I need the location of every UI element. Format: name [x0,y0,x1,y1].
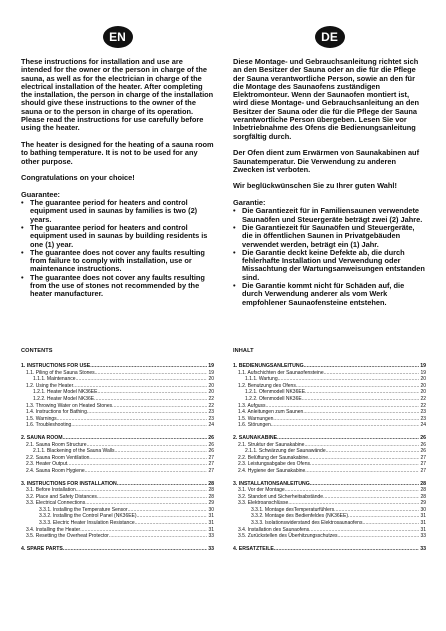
guarantee-list-en [21,199,214,299]
toc-entry-title: 1.2.2. Ofenmodell NK36E [245,395,302,402]
toc-leader-dots [90,363,207,370]
toc-entry-title: 3.3. Electrical Connections [26,500,86,507]
toc-entry-title: 2. SAUNA ROOM [21,434,63,441]
toc-entry-page: 33 [420,545,426,552]
toc-entry-page: 28 [420,493,426,500]
toc-entry[interactable] [233,442,426,449]
toc-entry-title: 3.3.2. Montage des Bedienfeldes (NK36EE) [251,513,349,520]
toc-entry[interactable] [21,455,214,462]
english-column [21,26,214,299]
toc-entry-page: 26 [208,448,214,455]
intro-paragraph-de: Diese Montage- und Gebrauchsanleitung richtet sich an den Besitzer der Sauna oder an die für die Pflege der Sauna verantwortliche Person, sowie an den für die Montage des Saunaofens zuständigen Elektromonteur. Wenn der Saunaofen montiert ist, wird diese Montage- und Gebrauchsanleitung an den Besitzer der Sauna oder die für die Pflege der Sauna verantwortliche Person übergeben. Lesen Sie vor Inbetriebnahme des Ofens die Bedienungsanleitung sorgfältig durch. [233,57,420,141]
toc-entry-page: 27 [420,461,426,468]
guarantee-item: • Die Garantie kommt nicht für Schäden auf, die durch Verwendung anderer als vom Werk empfohlener Saunaofensteine entstehen. [233,282,426,307]
toc-entry[interactable] [233,363,426,370]
toc-entry-page: 20 [208,376,214,383]
toc-entry[interactable] [233,448,426,455]
toc-entry[interactable] [233,416,426,423]
contents-en [21,348,214,552]
toc-entry[interactable] [233,396,426,403]
toc-entry[interactable] [21,363,214,370]
language-badge-en: EN [103,26,133,48]
toc-entry[interactable] [21,533,214,540]
toc-entry-page: 27 [208,467,214,474]
toc-leader-dots [115,448,208,455]
toc-entry-title: 1.2.1. Heater Model NK36EE [33,389,98,396]
toc-entry[interactable] [233,461,426,468]
contents-heading-de: INHALT [233,348,254,354]
congratulations-en: Congratulations on your choice! [21,173,135,183]
toc-entry[interactable] [21,383,214,390]
toc-entry-page: 33 [208,533,214,540]
toc-entry-title: 1.4. Anleitungen zum Saunen [238,409,304,416]
toc-entry[interactable] [21,370,214,377]
toc-entry[interactable] [233,494,426,501]
toc-entry-page: 26 [420,441,426,448]
toc-entry-title: 2.4. Hygiene der Saunakabine [238,467,306,474]
toc-leader-dots [296,383,420,390]
toc-entry[interactable] [233,409,426,416]
toc-entry-title: 2.3. Heater Output [26,461,68,468]
toc-entry-page: 27 [420,454,426,461]
toc-entry-title: 2.4. Sauna Room Hygiene [26,467,85,474]
toc-entry-title: 2. SAUNAKABINE [233,434,278,441]
toc-entry[interactable] [21,448,214,455]
toc-leader-dots [97,389,207,396]
toc-leader-dots [117,481,207,488]
toc-entry-title: 1.1.1. Maintenance [33,376,76,383]
guarantee-heading-en: Guarantee: [21,189,61,199]
toc-entry-title: 1.2. Benutzung des Ofens [238,382,296,389]
toc-leader-dots [95,370,208,377]
toc-entry[interactable] [233,422,426,429]
toc-entry[interactable] [233,376,426,383]
contents-heading-en: CONTENTS [21,348,53,354]
toc-entry[interactable] [233,500,426,507]
toc-entry[interactable] [233,468,426,475]
toc-entry[interactable] [21,442,214,449]
toc-entry[interactable] [21,396,214,403]
toc-leader-dots [97,494,208,501]
toc-entry-page: 23 [208,415,214,422]
toc-leader-dots [278,376,420,383]
toc-entry[interactable] [21,546,214,553]
toc-entry-page: 27 [208,461,214,468]
toc-entry[interactable] [233,520,426,527]
toc-leader-dots [85,468,208,475]
toc-leader-dots [135,520,208,527]
toc-entry[interactable] [233,513,426,520]
toc-entry-title: 1.5. Warnungen [238,415,274,422]
language-badge-de: DE [315,26,345,48]
toc-entry-title: 3.3.3. Electric Heater Insulation Resistance [39,520,135,527]
toc-leader-dots [277,435,419,442]
toc-entry-page: 26 [208,441,214,448]
toc-entry-page: 20 [420,376,426,383]
toc-leader-dots [67,461,207,468]
toc-leader-dots [303,409,419,416]
toc-entry[interactable] [233,403,426,410]
toc-entry-page: 28 [420,480,426,487]
toc-entry-title: 1.2.2. Heater Model NK36E [33,395,95,402]
toc-leader-dots [271,422,420,429]
purpose-paragraph-en: The heater is designed for the heating of a sauna room to bathing temperature. It is not to be used for any other purpose. [21,139,214,166]
toc-entry-page: 19 [208,363,214,369]
toc-entry-title: 1. INSTRUCTIONS FOR USE [21,363,91,369]
toc-entry-title: 1.1.1. Wartung [245,376,278,383]
toc-entry-page: 31 [208,513,214,520]
toc-entry-page: 31 [420,526,426,533]
toc-entry-page: 28 [208,480,214,487]
toc-entry-page: 19 [420,369,426,376]
toc-entry-page: 23 [208,409,214,416]
toc-entry[interactable] [21,513,214,520]
toc-entry-title: 2.1. Struktur der Saunakabine [238,441,305,448]
toc-leader-dots [304,363,420,370]
toc-leader-dots [310,461,419,468]
toc-entry-title: 1.1. Piling of the Sauna Stones [26,369,95,376]
guarantee-item: • Die Garantie deckt keine Defekte ab, die durch fehlerhafte Installation und Verwendung oder Missachtung der Wartungsanweisungen entstanden sind. [233,249,426,282]
toc-entry-title: 3.3.2. Installing the Control Panel (NK36EE) [39,513,137,520]
guarantee-item: • Die Garantiezeit für in Familiensaunen verwendete Saunaöfen und Steuergeräte beträgt zwei (2) Jahre. [233,207,426,224]
toc-entry-title: 4. SPARE PARTS [21,545,63,552]
toc-entry[interactable] [233,370,426,377]
toc-leader-dots [87,442,208,449]
toc-entry-page: 31 [420,520,426,527]
toc-entry-title: 1.1. Aufschichten der Saunaofensteine [238,369,324,376]
guarantee-item: • Die Garantiezeit für Saunaöfen und Steuergeräte, die in öffentlichen Saunen in Privatgebäuden verwendet werden, beträgt ein (1) Jahr. [233,224,426,249]
toc-entry-page: 30 [420,506,426,513]
toc-entry-page: 22 [420,402,426,409]
toc-entry-page: 19 [208,369,214,376]
toc-entry-title: 4. ERSATZTEILE [233,545,274,552]
toc-entry-page: 27 [420,467,426,474]
toc-leader-dots [137,513,208,520]
toc-leader-dots [308,455,419,462]
toc-entry-page: 30 [208,506,214,513]
toc-entry-title: 3. INSTALLATIONSANLEITUNG [233,480,310,487]
toc-entry-title: 2.2. Belüftung der Saunakabine [238,454,309,461]
toc-entry-page: 31 [420,513,426,520]
guarantee-item: • The guarantee period for heaters and control equipment used in saunas by building residents is one (1) year. [21,224,214,249]
toc-entry[interactable] [21,527,214,534]
toc-entry-title: 2.1. Sauna Room Structure [26,441,87,448]
toc-entry[interactable] [21,403,214,410]
toc-leader-dots [323,494,419,501]
guarantee-list-de [233,207,426,307]
toc-leader-dots [85,500,207,507]
toc-entry-page: 29 [420,500,426,507]
toc-leader-dots [326,448,420,455]
toc-entry-page: 20 [208,389,214,396]
toc-entry-page: 28 [420,487,426,494]
toc-entry-title: 1.5. Warnings [26,415,57,422]
toc-leader-dots [302,396,420,403]
toc-entry-title: 1.6. Störungen [238,422,271,429]
toc-entry-title: 3.4. Installation des Saunaofens [238,526,310,533]
toc-entry[interactable] [21,507,214,514]
toc-leader-dots [80,527,207,534]
toc-entry[interactable] [233,389,426,396]
toc-leader-dots [274,546,419,553]
toc-entry-page: 33 [208,545,214,552]
toc-entry[interactable] [21,500,214,507]
toc-entry-page: 28 [208,487,214,494]
toc-leader-dots [109,533,208,540]
toc-entry[interactable] [21,416,214,423]
toc-entry-title: 3.3.3. Isolationswiderstand des Elektrosaunaofens [251,520,363,527]
toc-entry-title: 2.2. Sauna Room Ventilation [26,454,90,461]
toc-entry-page: 24 [208,422,214,429]
toc-entry-title: 3.3.1. Montage desTemperaturfühlers [251,506,335,513]
toc-entry[interactable] [21,481,214,488]
toc-entry[interactable] [21,494,214,501]
toc-entry-page: 27 [208,454,214,461]
toc-entry[interactable] [21,520,214,527]
toc-entry-title: 1.3. Throwing Water on Heated Stones [26,402,113,409]
toc-entry-title: 1.6. Troubleshooting [26,422,72,429]
toc-leader-dots [310,481,419,488]
toc-leader-dots [76,487,208,494]
german-column [233,26,426,307]
toc-leader-dots [273,416,419,423]
toc-leader-dots [71,422,207,429]
contents-list-de [233,363,426,552]
toc-entry-page: 31 [208,520,214,527]
toc-leader-dots [285,487,420,494]
toc-entry-page: 23 [420,415,426,422]
toc-entry[interactable] [21,468,214,475]
toc-leader-dots [73,383,207,390]
toc-entry[interactable] [233,507,426,514]
toc-entry[interactable] [21,389,214,396]
congratulations-de: Wir beglückwünschen Sie zu Ihrer guten Wahl! [233,181,397,191]
contents-de [233,348,426,552]
toc-entry-page: 29 [208,500,214,507]
toc-entry-title: 3.3.1. Installing the Temperature Sensor [39,506,128,513]
toc-entry-page: 22 [208,402,214,409]
toc-leader-dots [305,468,419,475]
toc-leader-dots [128,507,208,514]
toc-entry-title: 3.5. Zurückstellen des Überhitzungsschutzes [238,533,338,540]
guarantee-item: • The guarantee period for heaters and control equipment used in saunas by families is two (2) years. [21,199,214,224]
toc-entry-page: 20 [420,389,426,396]
toc-leader-dots [324,370,420,377]
toc-leader-dots [89,455,207,462]
toc-entry-title: 3.4. Installing the Heater [26,526,81,533]
toc-leader-dots [112,403,207,410]
intro-paragraph-en: These instructions for installation and use are intended for the owner or the person in charge of the sauna, as well as for the electrician in charge of the electrical installation of the heater. After completing the installation, the person in charge of the installation should give these instructions to the owner of the sauna or to the person in charge of its operation. Please read the instructions for use carefully before using the heater. [21,57,214,133]
guarantee-item: • The guarantee does not cover any faults resulting from failure to comply with installation, use or maintenance instructions. [21,249,214,274]
toc-entry-page: 28 [208,493,214,500]
toc-entry[interactable] [21,422,214,429]
toc-entry-title: 3.3. Elektroanschlüsse [238,500,289,507]
toc-entry-page: 23 [420,409,426,416]
toc-leader-dots [288,500,419,507]
toc-entry[interactable] [21,409,214,416]
toc-entry[interactable] [233,481,426,488]
toc-entry-title: 1.2. Using the Heater [26,382,74,389]
toc-leader-dots [305,389,419,396]
guarantee-item: • The guarantee does not cover any faults resulting from the use of stones not recommended by the heater manufacturer. [21,274,214,299]
toc-entry-title: 2.3. Leistungsabgabe des Ofens [238,461,310,468]
toc-entry[interactable] [233,546,426,553]
toc-leader-dots [94,396,207,403]
toc-entry-page: 26 [208,434,214,441]
toc-leader-dots [87,409,208,416]
toc-leader-dots [362,520,419,527]
toc-entry-title: 3. INSTRUCTIONS FOR INSTALLATION [21,480,117,487]
toc-entry-page: 33 [420,533,426,540]
toc-entry-title: 1. BEDIENUNGSANLEITUNG [233,363,304,369]
toc-leader-dots [266,403,420,410]
toc-entry-page: 24 [420,422,426,429]
toc-leader-dots [63,546,207,553]
toc-entry[interactable] [233,487,426,494]
toc-entry-page: 26 [420,434,426,441]
toc-entry-page: 22 [208,395,214,402]
toc-leader-dots [76,376,208,383]
contents-list-en [21,363,214,552]
toc-entry[interactable] [21,435,214,442]
toc-entry[interactable] [21,487,214,494]
toc-entry-page: 26 [420,448,426,455]
toc-entry[interactable] [21,461,214,468]
toc-leader-dots [348,513,419,520]
toc-entry-title: 3.1. Before Installation [26,487,76,494]
toc-entry-page: 22 [420,395,426,402]
toc-leader-dots [304,442,419,449]
toc-entry[interactable] [233,435,426,442]
toc-entry-title: 1.3. Aufguss [238,402,266,409]
toc-entry-title: 1.2.1. Ofenmodell NK36EE [245,389,306,396]
toc-entry-title: 3.2. Place and Safety Distances [26,493,97,500]
toc-entry[interactable] [21,376,214,383]
purpose-paragraph-de: Der Ofen dient zum Erwärmen von Saunakabinen auf Saunatemperatur. Die Verwendung zu anderen Zwecken ist verboten. [233,148,420,174]
toc-entry-page: 20 [208,382,214,389]
toc-entry-title: 3.2. Standort und Sicherheitsabstände [238,493,324,500]
toc-leader-dots [63,435,208,442]
toc-entry[interactable] [233,533,426,540]
toc-leader-dots [57,416,208,423]
toc-entry-title: 2.1.1. Schwärzung der Saunawände [245,448,326,455]
toc-entry-page: 20 [420,382,426,389]
toc-entry[interactable] [233,383,426,390]
toc-leader-dots [338,533,420,540]
toc-entry-page: 31 [208,526,214,533]
toc-entry-title: 2.1.1. Blackening of the Sauna Walls [33,448,115,455]
guarantee-heading-de: Garantie: [233,198,266,208]
toc-entry-title: 3.1. Vor der Montage [238,487,285,494]
toc-leader-dots [334,507,419,514]
toc-entry-title: 3.5. Resetting the Overheat Protector [26,533,109,540]
toc-entry[interactable] [233,455,426,462]
toc-entry-page: 19 [420,363,426,369]
toc-entry-title: 1.4. Instructions for Bathing [26,409,87,416]
